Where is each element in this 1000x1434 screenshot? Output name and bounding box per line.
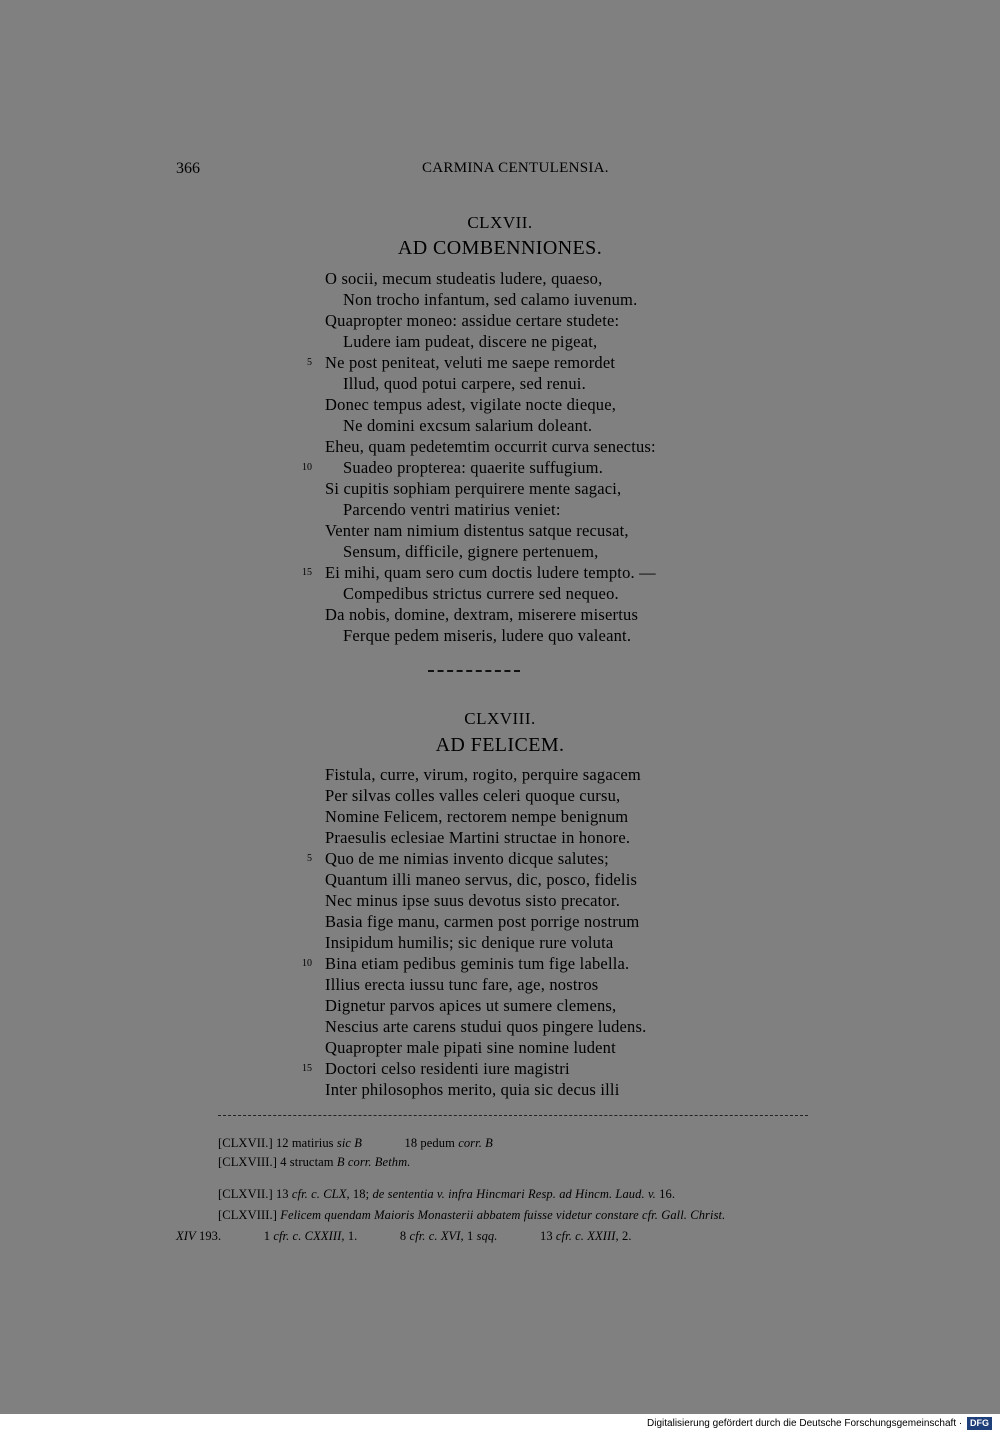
line-number: 15 xyxy=(302,567,312,578)
footnote-text: 16. xyxy=(659,1187,676,1201)
footnote-italic: cfr. c. XVI, xyxy=(409,1229,464,1243)
footnote-text: 1 xyxy=(467,1229,474,1243)
verse-line: Nec minus ipse suus devotus sisto precator. xyxy=(325,891,621,910)
verse-line: Non trocho infantum, sed calamo iuvenum. xyxy=(343,290,638,309)
verse-line: Quantum illi maneo servus, dic, posco, fidelis xyxy=(325,870,638,889)
footnote-italic: cfr. c. CLX, xyxy=(291,1187,350,1201)
verse-line: Nomine Felicem, rectorem nempe benignum xyxy=(325,807,629,826)
verse-line: Doctori celso residenti iure magistri xyxy=(325,1059,570,1078)
running-title: CARMINA CENTULENSIA. xyxy=(422,160,609,176)
verse-line: Ludere iam pudeat, discere ne pigeat, xyxy=(343,332,598,351)
footnote-italic: cfr. c. XXIII, xyxy=(555,1229,619,1243)
line-number: 10 xyxy=(302,958,312,969)
footnote-source xyxy=(218,1208,725,1223)
footnote-italic: cfr. c. CXXIII, xyxy=(273,1229,345,1243)
verse-line: Per silvas colles valles celeri quoque cursu, xyxy=(325,786,621,805)
verse-line: Quapropter male pipati sine nomine ludent xyxy=(325,1038,616,1057)
footnote-continuation xyxy=(176,1229,632,1244)
verse-line: Ne domini excsum salarium doleant. xyxy=(343,416,593,435)
line-number: 15 xyxy=(302,1063,312,1074)
line-number: 5 xyxy=(307,853,312,864)
verse-line: Ferque pedem miseris, ludere quo valeant. xyxy=(343,626,632,645)
poem-title: AD FELICEM. xyxy=(435,734,565,756)
verse-line: Insipidum humilis; sic denique rure voluta xyxy=(325,933,614,952)
footnote-text: 1 xyxy=(263,1229,271,1243)
digitization-credit xyxy=(647,1416,992,1432)
credit-text: Digitalisierung gefördert durch die Deutsche Forschungsgemeinschaft · xyxy=(647,1418,963,1429)
verse-line: Ne post peniteat, veluti me saepe remordet xyxy=(325,353,616,372)
footnote-text: 18 pedum xyxy=(404,1136,455,1150)
verse-line: Bina etiam pedibus geminis tum fige labella. xyxy=(325,954,630,973)
verse-line: Suadeo propterea: quaerite suffugium. xyxy=(343,458,604,477)
footnote-text: 18; xyxy=(352,1187,370,1201)
verse-line: Illius erecta iussu tunc fare, age, nostros xyxy=(325,975,599,994)
verse-line: Da nobis, domine, dextram, miserere misertus xyxy=(325,605,639,624)
verse-line: Eheu, quam pedetemtim occurrit curva senectus: xyxy=(325,437,656,456)
footnote-text: 13 xyxy=(539,1229,553,1243)
verse-line: Donec tempus adest, vigilate nocte dieque, xyxy=(325,395,617,414)
footnote-italic: sic B xyxy=(336,1136,363,1150)
verse-line: Compedibus strictus currere sed nequeo. xyxy=(343,584,619,603)
page-number: 366 xyxy=(176,160,200,177)
verse-line: Basia fige manu, carmen post porrige nostrum xyxy=(325,912,640,931)
footnote-ref: [CLXVII.] xyxy=(218,1187,273,1201)
footnote-text: 2. xyxy=(621,1229,632,1243)
verse-line: Nescius arte carens studui quos pingere ludens. xyxy=(325,1017,647,1036)
verse-line: Quo de me nimias invento dicque salutes; xyxy=(325,849,609,868)
verse-line: Quapropter moneo: assidue certare studete: xyxy=(325,311,620,330)
footnote-ref: [CLXVII.] xyxy=(218,1136,273,1150)
verse-line: Dignetur parvos apices ut sumere clemens, xyxy=(325,996,617,1015)
verse-line: Inter philosophos merito, quia sic decus illi xyxy=(325,1080,620,1099)
line-number: 5 xyxy=(307,357,312,368)
footnote-text: 193. xyxy=(198,1229,222,1243)
verse-line: Fistula, curre, virum, rogito, perquire sagacem xyxy=(325,765,641,784)
dfg-logo-icon: DFG xyxy=(967,1417,992,1430)
footnote-text: 1. xyxy=(347,1229,358,1243)
footnote-italic: corr. B xyxy=(458,1136,493,1150)
poem-number: CLXVII. xyxy=(467,213,533,232)
footnote-italic: sqq. xyxy=(476,1229,498,1243)
footnote-italic: Felicem quendam Maioris Monasterii abbatem fuisse videtur constare cfr. Gall. Christ. xyxy=(280,1208,726,1222)
footnote-italic: de sententia v. infra Hincmari Resp. ad Hincm. Laud. v. xyxy=(372,1187,656,1201)
footnote-ref: [CLXVIII.] xyxy=(218,1155,277,1169)
footnote-text: 12 matirius xyxy=(275,1136,334,1150)
poem-title: AD COMBENNIONES. xyxy=(397,237,603,259)
footnote-source xyxy=(218,1187,675,1202)
section-divider xyxy=(428,670,520,674)
line-number: 10 xyxy=(302,462,312,473)
footnote-ref: [CLXVIII.] xyxy=(218,1208,277,1222)
verse-line: Parcendo ventri matirius veniet: xyxy=(343,500,561,519)
footnote-text: 4 structam xyxy=(280,1155,334,1169)
footnote-variant xyxy=(218,1155,410,1170)
footnote-italic: B corr. Bethm. xyxy=(336,1155,411,1169)
footnote-text: 13 xyxy=(275,1187,289,1201)
verse-line: Ei mihi, quam sero cum doctis ludere tempto. — xyxy=(325,563,656,582)
footnote-text: 8 xyxy=(399,1229,407,1243)
footnote-variant xyxy=(218,1136,493,1151)
verse-line: Sensum, difficile, gignere pertenuem, xyxy=(343,542,599,561)
poem-number: CLXVIII. xyxy=(464,709,536,728)
footnote-rule xyxy=(218,1115,808,1116)
footnote-italic: XIV xyxy=(176,1229,196,1243)
verse-line: Si cupitis sophiam perquirere mente sagaci, xyxy=(325,479,622,498)
verse-line: Illud, quod potui carpere, sed renui. xyxy=(343,374,586,393)
verse-line: Venter nam nimium distentus satque recusat, xyxy=(325,521,629,540)
verse-line: Praesulis eclesiae Martini structae in honore. xyxy=(325,828,631,847)
verse-line: O socii, mecum studeatis ludere, quaeso, xyxy=(325,269,603,288)
